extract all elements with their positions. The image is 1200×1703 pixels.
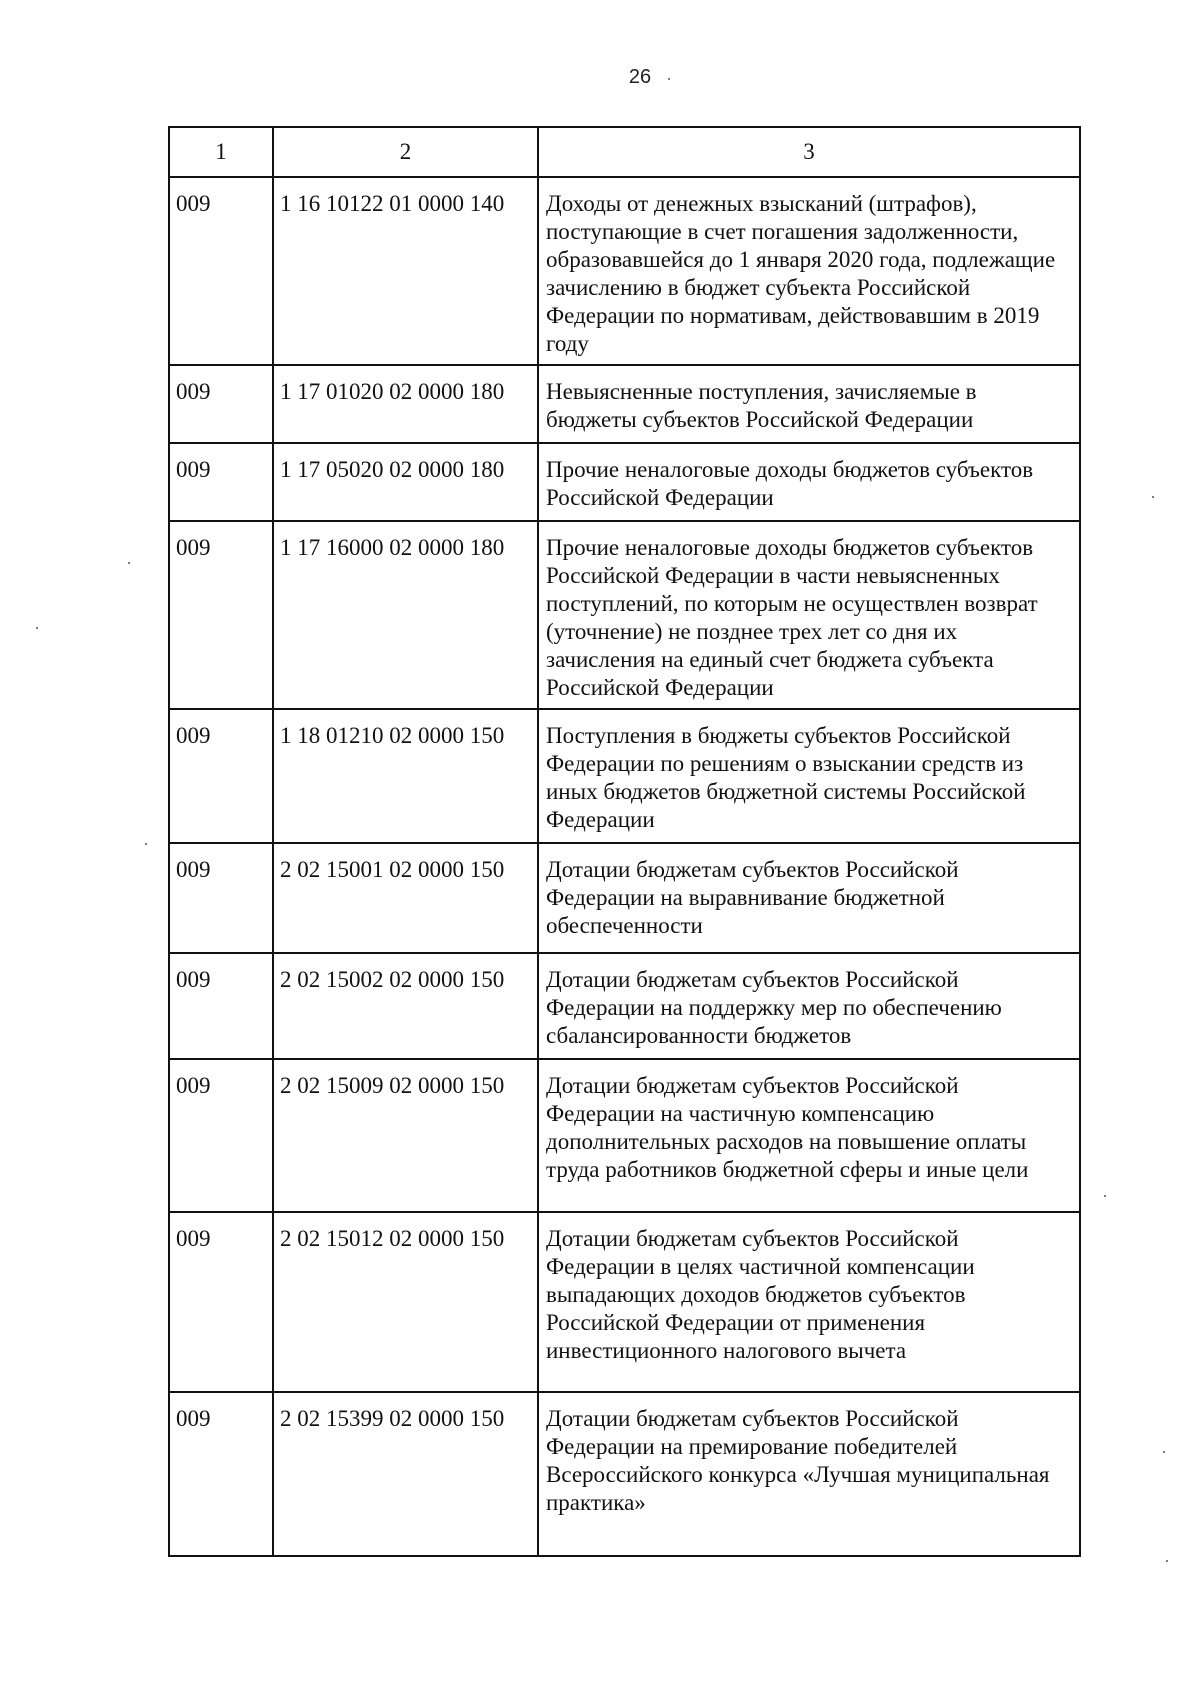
table-row [169,521,1080,709]
budget-code-cell: 1 17 01020 02 0000 180 [273,365,538,443]
table-header-row [169,127,1080,177]
revenue-codes-table [168,126,1081,1557]
admin-code-cell: 009 [169,1212,273,1392]
table-row [169,177,1080,365]
budget-code-cell: 2 02 15009 02 0000 150 [273,1059,538,1212]
scan-speck [36,627,38,629]
table-row [169,1212,1080,1392]
column-header-2: 2 [273,127,538,177]
admin-code-cell: 009 [169,443,273,521]
table-row [169,365,1080,443]
admin-code-cell: 009 [169,953,273,1059]
budget-code-cell: 1 18 01210 02 0000 150 [273,709,538,843]
description-cell: Дотации бюджетам субъектов Российской Федерации на поддержку мер по обеспечению сбалансированности бюджетов [538,953,1080,1059]
description-cell: Прочие неналоговые доходы бюджетов субъектов Российской Федерации в части невыясненных поступлений, по которым не осуществлен возврат (уточнение) не позднее трех лет со дня их зачисления на единый счет бюджета субъекта Российской Федерации [538,521,1080,709]
page-number: 26 [628,66,652,88]
scan-speck [1166,1560,1168,1562]
scan-speck [668,78,670,80]
description-cell: Поступления в бюджеты субъектов Российской Федерации по решениям о взыскании средств из иных бюджетов бюджетной системы Российской Федерации [538,709,1080,843]
description-cell: Доходы от денежных взысканий (штрафов), поступающие в счет погашения задолженности, образовавшейся до 1 января 2020 года, подлежащие зачислению в бюджет субъекта Российской Федерации по нормативам, действовавшим в 2019 году [538,177,1080,365]
budget-code-cell: 1 16 10122 01 0000 140 [273,177,538,365]
admin-code-cell: 009 [169,177,273,365]
column-header-3: 3 [538,127,1080,177]
admin-code-cell: 009 [169,1059,273,1212]
scan-speck [1163,1451,1165,1453]
budget-code-cell: 1 17 05020 02 0000 180 [273,443,538,521]
budget-code-cell: 2 02 15012 02 0000 150 [273,1212,538,1392]
scan-speck [128,562,130,564]
budget-code-cell: 2 02 15001 02 0000 150 [273,843,538,953]
admin-code-cell: 009 [169,521,273,709]
admin-code-cell: 009 [169,709,273,843]
budget-code-cell: 2 02 15399 02 0000 150 [273,1392,538,1556]
table-row [169,843,1080,953]
description-cell: Невыясненные поступления, зачисляемые в бюджеты субъектов Российской Федерации [538,365,1080,443]
table-row [169,953,1080,1059]
description-cell: Дотации бюджетам субъектов Российской Федерации на премирование победителей Всероссийского конкурса «Лучшая муниципальная практика» [538,1392,1080,1556]
admin-code-cell: 009 [169,365,273,443]
scan-speck [145,843,147,845]
description-cell: Прочие неналоговые доходы бюджетов субъектов Российской Федерации [538,443,1080,521]
budget-code-cell: 1 17 16000 02 0000 180 [273,521,538,709]
description-cell: Дотации бюджетам субъектов Российской Федерации в целях частичной компенсации выпадающих доходов бюджетов субъектов Российской Федерации от применения инвестиционного налогового вычета [538,1212,1080,1392]
budget-code-cell: 2 02 15002 02 0000 150 [273,953,538,1059]
admin-code-cell: 009 [169,1392,273,1556]
description-cell: Дотации бюджетам субъектов Российской Федерации на выравнивание бюджетной обеспеченности [538,843,1080,953]
description-cell: Дотации бюджетам субъектов Российской Федерации на частичную компенсацию дополнительных расходов на повышение оплаты труда работников бюджетной сферы и иные цели [538,1059,1080,1212]
scan-speck [1152,496,1154,498]
admin-code-cell: 009 [169,843,273,953]
table-row [169,443,1080,521]
column-header-1: 1 [169,127,273,177]
table-row [169,1059,1080,1212]
table-row [169,709,1080,843]
table-row [169,1392,1080,1556]
scan-speck [1104,1195,1106,1197]
